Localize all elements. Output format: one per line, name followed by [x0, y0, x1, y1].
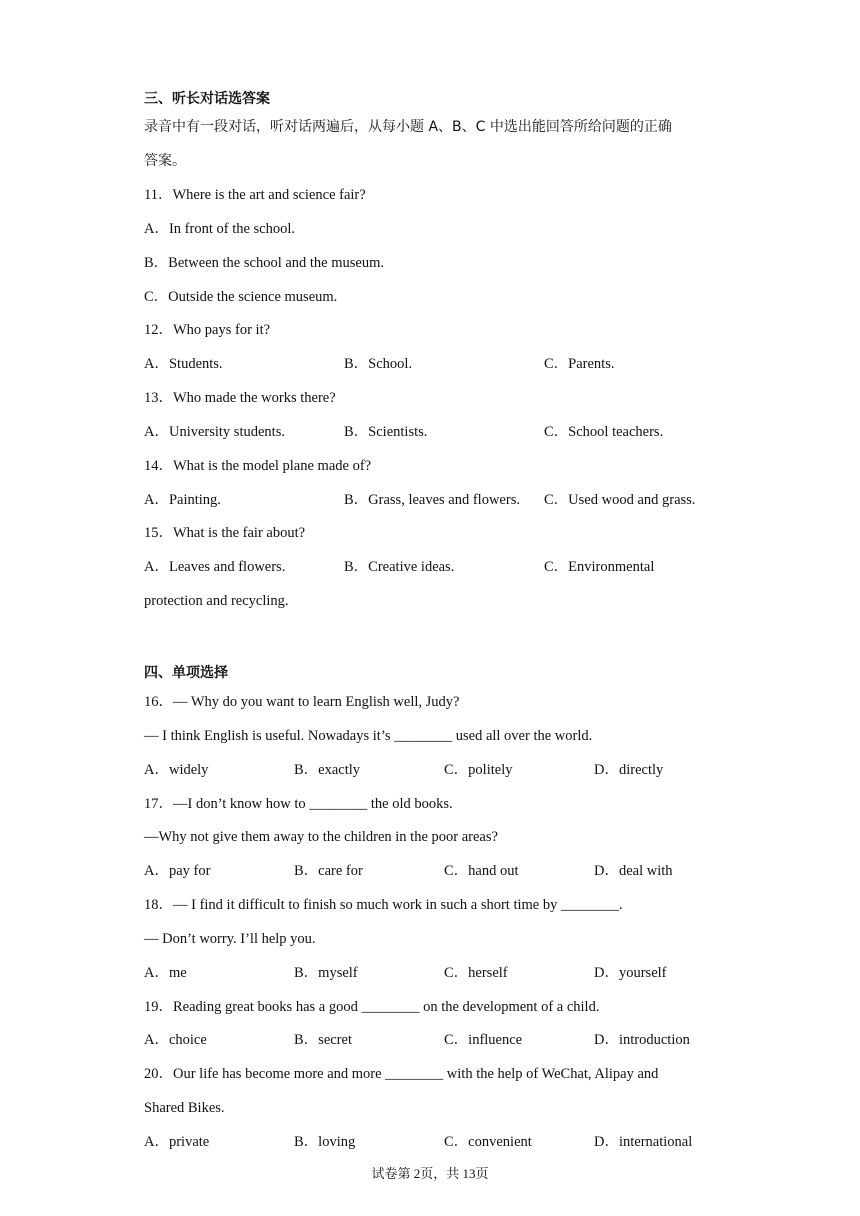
section-instructions-cont: 答案。 [144, 153, 186, 169]
page-footer: 试卷第 2页，共 13页 [371, 1166, 489, 1181]
question-12-option-b: B．School. [344, 356, 413, 372]
question-17-option-a: A．pay for [144, 863, 211, 879]
question-16-stem-cont: — I think English is useful. Nowadays it’s ________ used all over the world. [144, 728, 593, 744]
question-15-option-c: C．Environmental [544, 559, 655, 575]
question-18-stem-cont: — Don’t worry. I’ll help you. [144, 931, 316, 947]
question-16-option-c: C．politely [444, 762, 513, 778]
question-16-option-b: B．exactly [294, 762, 361, 778]
question-17-stem: 17．—I don’t know how to ________ the old books. [144, 796, 453, 812]
question-13-option-b: B．Scientists. [344, 424, 428, 440]
question-15-stem: 15．What is the fair about? [144, 525, 306, 541]
question-12-stem: 12．Who pays for it? [144, 322, 271, 338]
question-19-option-c: C．influence [444, 1032, 523, 1048]
section-instructions: 录音中有一段对话，听对话两遍后，从每小题 A、B、C 中选出能回答所给问题的正确 [144, 119, 672, 135]
question-11-option-c: C．Outside the science museum. [144, 289, 338, 305]
question-14-option-c: C．Used wood and grass. [544, 492, 696, 508]
question-20-option-b: B．loving [294, 1134, 356, 1150]
question-12-option-c: C．Parents. [544, 356, 615, 372]
question-13-option-c: C．School teachers. [544, 424, 664, 440]
question-14-option-a: A．Painting. [144, 492, 221, 508]
question-17-option-b: B．care for [294, 863, 363, 879]
question-16-option-a: A．widely [144, 762, 209, 778]
question-17-option-c: C．hand out [444, 863, 519, 879]
question-20-option-c: C．convenient [444, 1134, 532, 1150]
question-18-option-b: B．myself [294, 965, 358, 981]
question-18-option-d: D．yourself [594, 965, 667, 981]
question-17-option-d: D．deal with [594, 863, 673, 879]
question-11-option-a: A．In front of the school. [144, 221, 296, 237]
question-13-option-a: A．University students. [144, 424, 285, 440]
question-12-option-a: A．Students. [144, 356, 223, 372]
question-20-stem-cont: Shared Bikes. [144, 1100, 225, 1116]
question-13-stem: 13．Who made the works there? [144, 390, 336, 406]
question-19-option-b: B．secret [294, 1032, 352, 1048]
question-14-stem: 14．What is the model plane made of? [144, 458, 372, 474]
question-14-option-b: B．Grass, leaves and flowers. [344, 492, 520, 508]
question-18-option-a: A．me [144, 965, 187, 981]
question-16-stem: 16．— Why do you want to learn English well, Judy? [144, 694, 460, 710]
question-11-option-b: B．Between the school and the museum. [144, 255, 385, 271]
question-16-option-d: D．directly [594, 762, 664, 778]
section-heading: 三、听长对话选答案 [144, 91, 270, 107]
section-heading: 四、单项选择 [144, 665, 228, 681]
question-20-option-a: A．private [144, 1134, 210, 1150]
question-18-stem: 18．— I find it difficult to finish so much work in such a short time by ________. [144, 897, 623, 913]
question-15-option-c-cont: protection and recycling. [144, 593, 289, 609]
question-11-stem: 11．Where is the art and science fair? [144, 187, 366, 203]
question-15-option-b: B．Creative ideas. [344, 559, 455, 575]
question-20-stem: 20．Our life has become more and more ________ with the help of WeChat, Alipay and [144, 1066, 659, 1082]
question-19-option-d: D．introduction [594, 1032, 690, 1048]
question-17-stem-cont: —Why not give them away to the children in the poor areas? [144, 829, 498, 845]
question-19-option-a: A．choice [144, 1032, 207, 1048]
question-18-option-c: C．herself [444, 965, 508, 981]
question-20-option-d: D．international [594, 1134, 693, 1150]
question-15-option-a: A．Leaves and flowers. [144, 559, 286, 575]
question-19-stem: 19．Reading great books has a good ________ on the development of a child. [144, 999, 600, 1015]
